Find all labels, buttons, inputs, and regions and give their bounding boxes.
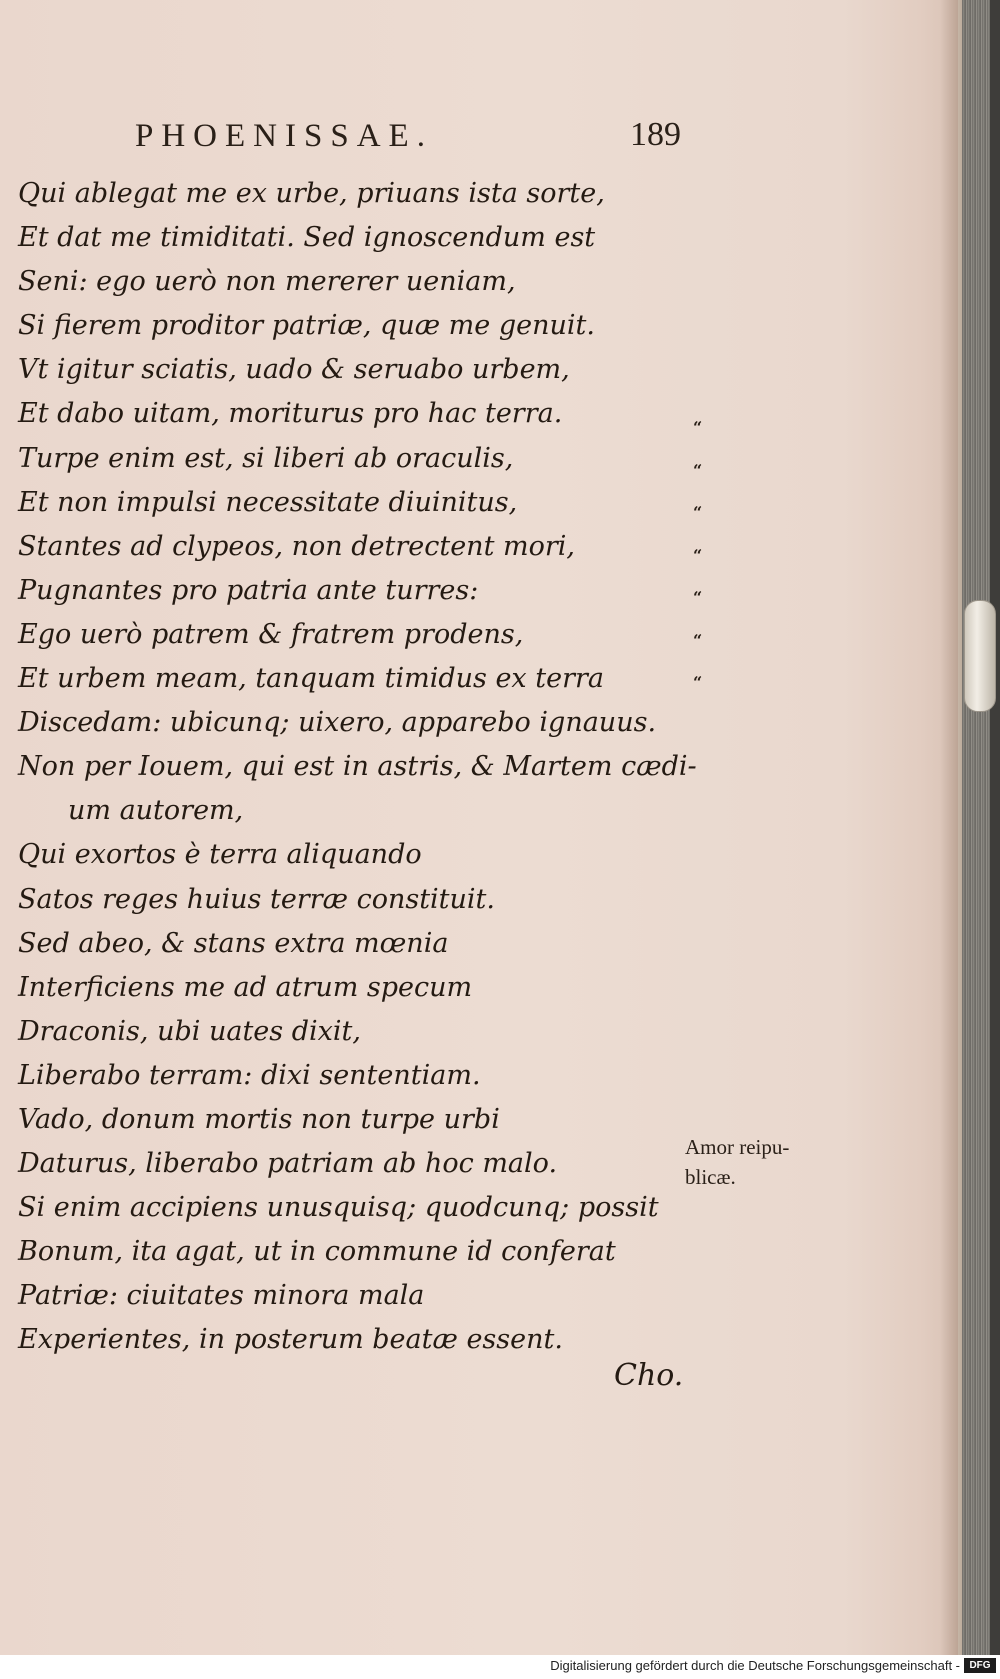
text-line: Vado, donum mortis non turpe urbi	[18, 1103, 500, 1135]
text-line: um autorem,	[68, 795, 244, 827]
text-line: Qui exortos è terra aliquando	[18, 839, 422, 871]
book-clasp	[964, 600, 996, 712]
verse-text	[18, 172, 698, 1363]
text-line: Et non impulsi necessitate diuinitus,	[18, 486, 518, 518]
text-line: Draconis, ubi uates dixit,	[18, 1015, 361, 1047]
margin-note	[685, 1132, 789, 1192]
quote-mark: “	[693, 503, 703, 522]
gnomic-quote-marks	[693, 418, 702, 716]
page-number: 189	[630, 116, 681, 153]
text-line: Et urbem meam, tanquam timidus ex terra	[18, 663, 604, 695]
quote-mark: “	[693, 545, 703, 565]
text-line: Satos reges huius terræ constituit.	[18, 883, 495, 915]
digitization-footer	[0, 1655, 1000, 1679]
footer-credit: Digitalisierung gefördert durch die Deutsche Forschungsgemeinschaft -	[550, 1658, 960, 1673]
text-line: Et dat me timiditati. Sed ignoscendum est	[18, 222, 596, 254]
quote-mark: “	[693, 418, 703, 437]
quote-mark: “	[693, 630, 703, 650]
text-line: Turpe enim est, si liberi ab oraculis,	[18, 442, 514, 474]
quote-mark: “	[693, 588, 703, 607]
text-line: Stantes ad clypeos, non detrectent mori,	[18, 530, 575, 562]
text-line: Et dabo uitam, moriturus pro hac terra.	[18, 398, 563, 430]
dfg-logo: DFG	[964, 1658, 996, 1673]
page-gutter-shadow	[940, 0, 962, 1655]
book-cover-edge	[990, 0, 1000, 1655]
text-line: Discedam: ubicunq; uixero, apparebo ignauus.	[18, 707, 657, 739]
text-line: Bonum, ita agat, ut in commune id conferat	[18, 1236, 616, 1268]
text-line: Ego uerò patrem & fratrem prodens,	[18, 618, 524, 650]
text-line: Si enim accipiens unusquisq; quodcunq; possit	[18, 1192, 659, 1224]
quote-mark: “	[693, 460, 703, 480]
text-line: Daturus, liberabo patriam ab hoc malo.	[18, 1148, 558, 1180]
quote-mark: “	[693, 673, 703, 692]
margin-note-line: Amor reipu-	[685, 1135, 790, 1159]
text-line: Qui ablegat me ex urbe, priuans ista sorte,	[18, 178, 605, 209]
text-line: Si fierem proditor patriæ, quæ me genuit.	[18, 310, 595, 342]
text-line: Vt igitur sciatis, uado & seruabo urbem,	[18, 354, 570, 386]
text-line: Sed abeo, & stans extra mœnia	[18, 927, 449, 959]
text-line: Experientes, in posterum beatæ essent.	[18, 1324, 563, 1356]
margin-note-line: blicæ.	[685, 1165, 736, 1189]
text-line: Patriæ: ciuitates minora mala	[18, 1280, 425, 1312]
text-line: Non per Iouem, qui est in astris, & Martem cædi-	[18, 751, 697, 783]
text-line: Liberabo terram: dixi sententiam.	[18, 1059, 481, 1091]
text-line: Pugnantes pro patria ante turres:	[18, 574, 479, 606]
text-line: Interficiens me ad atrum specum	[18, 971, 473, 1003]
catchword: Cho.	[614, 1358, 684, 1393]
text-line: Seni: ego uerò non mererer ueniam,	[18, 266, 516, 298]
running-title: PHOENISSAE.	[135, 118, 433, 154]
